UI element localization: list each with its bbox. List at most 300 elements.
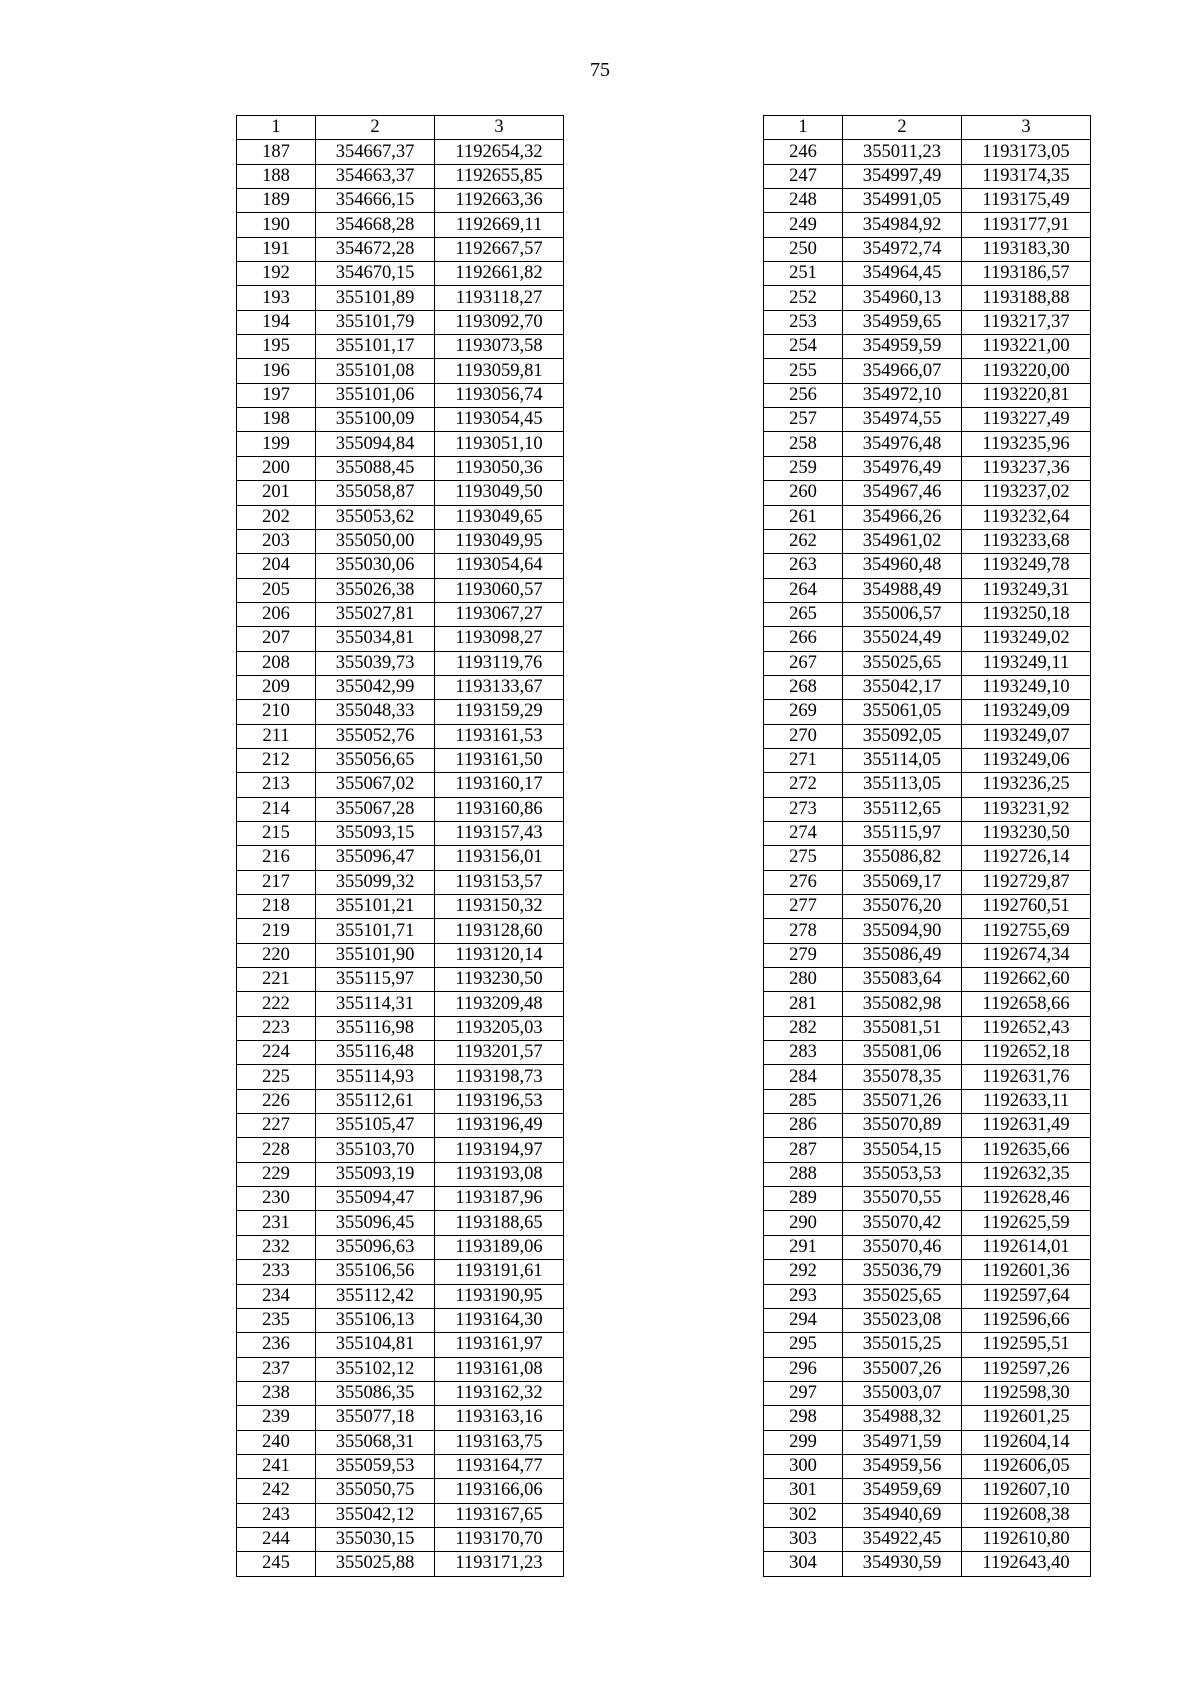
y-coordinate-cell: 1193163,16 — [435, 1406, 564, 1430]
y-coordinate-cell: 1193188,88 — [962, 286, 1091, 310]
y-coordinate-cell: 1193133,67 — [435, 675, 564, 699]
table-row — [237, 992, 564, 1016]
table-row — [764, 481, 1091, 505]
y-coordinate-cell: 1193194,97 — [435, 1138, 564, 1162]
table-row — [764, 1430, 1091, 1454]
point-number-cell: 194 — [237, 310, 316, 334]
table-row — [237, 237, 564, 261]
point-number-cell: 264 — [764, 578, 843, 602]
x-coordinate-cell: 355025,88 — [316, 1552, 435, 1576]
x-coordinate-cell: 355054,15 — [843, 1138, 962, 1162]
table-row — [764, 1089, 1091, 1113]
y-coordinate-cell: 1193173,05 — [962, 140, 1091, 164]
y-coordinate-cell: 1192667,57 — [435, 237, 564, 261]
y-coordinate-cell: 1192760,51 — [962, 895, 1091, 919]
point-number-cell: 299 — [764, 1430, 843, 1454]
x-coordinate-cell: 354991,05 — [843, 189, 962, 213]
table-row — [764, 310, 1091, 334]
table-row — [764, 529, 1091, 553]
point-number-cell: 289 — [764, 1187, 843, 1211]
y-coordinate-cell: 1193170,70 — [435, 1527, 564, 1551]
x-coordinate-cell: 355103,70 — [316, 1138, 435, 1162]
table-row — [237, 1016, 564, 1040]
point-number-cell: 253 — [764, 310, 843, 334]
table-row — [764, 1114, 1091, 1138]
x-coordinate-cell: 354988,32 — [843, 1406, 962, 1430]
y-coordinate-cell: 1193249,02 — [962, 627, 1091, 651]
point-number-cell: 298 — [764, 1406, 843, 1430]
y-coordinate-cell: 1193049,95 — [435, 529, 564, 553]
table-row — [237, 1552, 564, 1576]
table-row — [237, 773, 564, 797]
table-row — [764, 651, 1091, 675]
point-number-cell: 292 — [764, 1260, 843, 1284]
x-coordinate-cell: 354666,15 — [316, 189, 435, 213]
table-row — [764, 1041, 1091, 1065]
x-coordinate-cell: 355116,48 — [316, 1041, 435, 1065]
table-row — [237, 1211, 564, 1235]
point-number-cell: 284 — [764, 1065, 843, 1089]
x-coordinate-cell: 355003,07 — [843, 1381, 962, 1405]
point-number-cell: 297 — [764, 1381, 843, 1405]
point-number-cell: 250 — [764, 237, 843, 261]
y-coordinate-cell: 1192625,59 — [962, 1211, 1091, 1235]
point-number-cell: 294 — [764, 1308, 843, 1332]
point-number-cell: 211 — [237, 724, 316, 748]
table-row — [764, 164, 1091, 188]
point-number-cell: 221 — [237, 968, 316, 992]
table-row — [237, 651, 564, 675]
y-coordinate-cell: 1192632,35 — [962, 1162, 1091, 1186]
x-coordinate-cell: 355039,73 — [316, 651, 435, 675]
x-coordinate-cell: 355106,56 — [316, 1260, 435, 1284]
table-row — [237, 870, 564, 894]
y-coordinate-cell: 1193220,00 — [962, 359, 1091, 383]
y-coordinate-cell: 1193209,48 — [435, 992, 564, 1016]
y-coordinate-cell: 1193160,17 — [435, 773, 564, 797]
y-coordinate-cell: 1192652,18 — [962, 1041, 1091, 1065]
x-coordinate-cell: 355050,00 — [316, 529, 435, 553]
y-coordinate-cell: 1192661,82 — [435, 262, 564, 286]
y-coordinate-cell: 1192601,25 — [962, 1406, 1091, 1430]
y-coordinate-cell: 1192631,76 — [962, 1065, 1091, 1089]
y-coordinate-cell: 1192597,64 — [962, 1284, 1091, 1308]
x-coordinate-cell: 355070,46 — [843, 1235, 962, 1259]
x-coordinate-cell: 355058,87 — [316, 481, 435, 505]
point-number-cell: 282 — [764, 1016, 843, 1040]
x-coordinate-cell: 355115,97 — [316, 968, 435, 992]
x-coordinate-cell: 355094,84 — [316, 432, 435, 456]
x-coordinate-cell: 355026,38 — [316, 578, 435, 602]
point-number-cell: 279 — [764, 943, 843, 967]
y-coordinate-cell: 1192607,10 — [962, 1479, 1091, 1503]
point-number-cell: 261 — [764, 505, 843, 529]
y-coordinate-cell: 1192604,14 — [962, 1430, 1091, 1454]
point-number-cell: 267 — [764, 651, 843, 675]
y-coordinate-cell: 1192631,49 — [962, 1114, 1091, 1138]
x-coordinate-cell: 355011,23 — [843, 140, 962, 164]
point-number-cell: 199 — [237, 432, 316, 456]
point-number-cell: 269 — [764, 700, 843, 724]
table-row — [764, 1552, 1091, 1576]
x-coordinate-cell: 354961,02 — [843, 529, 962, 553]
table-row — [237, 335, 564, 359]
point-number-cell: 209 — [237, 675, 316, 699]
x-coordinate-cell: 354997,49 — [843, 164, 962, 188]
y-coordinate-cell: 1193250,18 — [962, 602, 1091, 626]
table-row — [764, 408, 1091, 432]
x-coordinate-cell: 354667,37 — [316, 140, 435, 164]
y-coordinate-cell: 1193191,61 — [435, 1260, 564, 1284]
x-coordinate-cell: 355086,35 — [316, 1381, 435, 1405]
table-row — [237, 821, 564, 845]
point-number-cell: 288 — [764, 1162, 843, 1186]
x-coordinate-cell: 355067,02 — [316, 773, 435, 797]
y-coordinate-cell: 1193201,57 — [435, 1041, 564, 1065]
table-row — [764, 1503, 1091, 1527]
y-coordinate-cell: 1193092,70 — [435, 310, 564, 334]
x-coordinate-cell: 354966,26 — [843, 505, 962, 529]
point-number-cell: 303 — [764, 1527, 843, 1551]
x-coordinate-cell: 355027,81 — [316, 602, 435, 626]
table-row — [237, 310, 564, 334]
x-coordinate-cell: 354971,59 — [843, 1430, 962, 1454]
x-coordinate-cell: 355076,20 — [843, 895, 962, 919]
point-number-cell: 274 — [764, 821, 843, 845]
y-coordinate-cell: 1193164,30 — [435, 1308, 564, 1332]
y-coordinate-cell: 1193159,29 — [435, 700, 564, 724]
table-row — [764, 505, 1091, 529]
point-number-cell: 251 — [764, 262, 843, 286]
y-coordinate-cell: 1193056,74 — [435, 383, 564, 407]
point-number-cell: 249 — [764, 213, 843, 237]
y-coordinate-cell: 1192601,36 — [962, 1260, 1091, 1284]
x-coordinate-cell: 354668,28 — [316, 213, 435, 237]
table-row — [764, 1479, 1091, 1503]
x-coordinate-cell: 355093,15 — [316, 821, 435, 845]
y-coordinate-cell: 1193161,08 — [435, 1357, 564, 1381]
y-coordinate-cell: 1193118,27 — [435, 286, 564, 310]
table-row — [237, 1333, 564, 1357]
y-coordinate-cell: 1193073,58 — [435, 335, 564, 359]
y-coordinate-cell: 1192729,87 — [962, 870, 1091, 894]
x-coordinate-cell: 354670,15 — [316, 262, 435, 286]
table-row — [764, 262, 1091, 286]
point-number-cell: 191 — [237, 237, 316, 261]
point-number-cell: 245 — [237, 1552, 316, 1576]
table-row — [237, 895, 564, 919]
table-row — [764, 1211, 1091, 1235]
table-row — [237, 943, 564, 967]
table-row — [237, 1187, 564, 1211]
point-number-cell: 202 — [237, 505, 316, 529]
table-row — [764, 359, 1091, 383]
table-row — [237, 1235, 564, 1259]
table-row — [764, 1260, 1091, 1284]
point-number-cell: 283 — [764, 1041, 843, 1065]
x-coordinate-cell: 355101,06 — [316, 383, 435, 407]
y-coordinate-cell: 1193193,08 — [435, 1162, 564, 1186]
y-coordinate-cell: 1193205,03 — [435, 1016, 564, 1040]
point-number-cell: 192 — [237, 262, 316, 286]
point-number-cell: 304 — [764, 1552, 843, 1576]
header-cell-2: 2 — [316, 116, 435, 140]
x-coordinate-cell: 355023,08 — [843, 1308, 962, 1332]
x-coordinate-cell: 355101,21 — [316, 895, 435, 919]
y-coordinate-cell: 1193249,31 — [962, 578, 1091, 602]
point-number-cell: 273 — [764, 797, 843, 821]
y-coordinate-cell: 1192596,66 — [962, 1308, 1091, 1332]
y-coordinate-cell: 1192633,11 — [962, 1089, 1091, 1113]
x-coordinate-cell: 354672,28 — [316, 237, 435, 261]
y-coordinate-cell: 1193237,36 — [962, 456, 1091, 480]
point-number-cell: 187 — [237, 140, 316, 164]
point-number-cell: 270 — [764, 724, 843, 748]
point-number-cell: 236 — [237, 1333, 316, 1357]
x-coordinate-cell: 354959,59 — [843, 335, 962, 359]
x-coordinate-cell: 354930,59 — [843, 1552, 962, 1576]
point-number-cell: 262 — [764, 529, 843, 553]
table-row — [237, 1503, 564, 1527]
table-header-row — [237, 116, 564, 140]
point-number-cell: 215 — [237, 821, 316, 845]
x-coordinate-cell: 355070,55 — [843, 1187, 962, 1211]
y-coordinate-cell: 1192655,85 — [435, 164, 564, 188]
x-coordinate-cell: 355113,05 — [843, 773, 962, 797]
x-coordinate-cell: 355036,79 — [843, 1260, 962, 1284]
point-number-cell: 272 — [764, 773, 843, 797]
point-number-cell: 247 — [764, 164, 843, 188]
y-coordinate-cell: 1193167,65 — [435, 1503, 564, 1527]
x-coordinate-cell: 354967,46 — [843, 481, 962, 505]
y-coordinate-cell: 1193161,53 — [435, 724, 564, 748]
y-coordinate-cell: 1193217,37 — [962, 310, 1091, 334]
x-coordinate-cell: 355059,53 — [316, 1454, 435, 1478]
point-number-cell: 224 — [237, 1041, 316, 1065]
y-coordinate-cell: 1193230,50 — [962, 821, 1091, 845]
point-number-cell: 244 — [237, 1527, 316, 1551]
table-row — [764, 968, 1091, 992]
x-coordinate-cell: 354964,45 — [843, 262, 962, 286]
x-coordinate-cell: 355104,81 — [316, 1333, 435, 1357]
table-row — [764, 456, 1091, 480]
table-row — [237, 968, 564, 992]
y-coordinate-cell: 1193050,36 — [435, 456, 564, 480]
table-row — [237, 846, 564, 870]
point-number-cell: 195 — [237, 335, 316, 359]
table-row — [764, 1284, 1091, 1308]
point-number-cell: 228 — [237, 1138, 316, 1162]
y-coordinate-cell: 1193177,91 — [962, 213, 1091, 237]
table-row — [237, 432, 564, 456]
y-coordinate-cell: 1193196,49 — [435, 1114, 564, 1138]
x-coordinate-cell: 355007,26 — [843, 1357, 962, 1381]
x-coordinate-cell: 355092,05 — [843, 724, 962, 748]
table-row — [764, 554, 1091, 578]
table-row — [764, 919, 1091, 943]
x-coordinate-cell: 355094,47 — [316, 1187, 435, 1211]
x-coordinate-cell: 354960,13 — [843, 286, 962, 310]
x-coordinate-cell: 354922,45 — [843, 1527, 962, 1551]
y-coordinate-cell: 1193049,50 — [435, 481, 564, 505]
x-coordinate-cell: 355061,05 — [843, 700, 962, 724]
y-coordinate-cell: 1193183,30 — [962, 237, 1091, 261]
y-coordinate-cell: 1193249,10 — [962, 675, 1091, 699]
y-coordinate-cell: 1193160,86 — [435, 797, 564, 821]
table-row — [237, 456, 564, 480]
point-number-cell: 227 — [237, 1114, 316, 1138]
point-number-cell: 226 — [237, 1089, 316, 1113]
point-number-cell: 258 — [764, 432, 843, 456]
point-number-cell: 266 — [764, 627, 843, 651]
y-coordinate-cell: 1193188,65 — [435, 1211, 564, 1235]
table-row — [764, 432, 1091, 456]
x-coordinate-cell: 355068,31 — [316, 1430, 435, 1454]
y-coordinate-cell: 1193054,64 — [435, 554, 564, 578]
table-row — [237, 529, 564, 553]
point-number-cell: 280 — [764, 968, 843, 992]
point-number-cell: 204 — [237, 554, 316, 578]
y-coordinate-cell: 1193162,32 — [435, 1381, 564, 1405]
y-coordinate-cell: 1193098,27 — [435, 627, 564, 651]
table-row — [764, 602, 1091, 626]
table-row — [764, 627, 1091, 651]
x-coordinate-cell: 355101,90 — [316, 943, 435, 967]
x-coordinate-cell: 355100,09 — [316, 408, 435, 432]
x-coordinate-cell: 355050,75 — [316, 1479, 435, 1503]
point-number-cell: 218 — [237, 895, 316, 919]
y-coordinate-cell: 1193237,02 — [962, 481, 1091, 505]
point-number-cell: 295 — [764, 1333, 843, 1357]
point-number-cell: 206 — [237, 602, 316, 626]
x-coordinate-cell: 354974,55 — [843, 408, 962, 432]
table-row — [764, 213, 1091, 237]
table-row — [237, 213, 564, 237]
x-coordinate-cell: 355082,98 — [843, 992, 962, 1016]
table-row — [237, 286, 564, 310]
y-coordinate-cell: 1193067,27 — [435, 602, 564, 626]
point-number-cell: 246 — [764, 140, 843, 164]
x-coordinate-cell: 355086,49 — [843, 943, 962, 967]
table-row — [764, 895, 1091, 919]
x-coordinate-cell: 355015,25 — [843, 1333, 962, 1357]
table-row — [764, 140, 1091, 164]
point-number-cell: 291 — [764, 1235, 843, 1259]
y-coordinate-cell: 1193196,53 — [435, 1089, 564, 1113]
point-number-cell: 301 — [764, 1479, 843, 1503]
y-coordinate-cell: 1193236,25 — [962, 773, 1091, 797]
point-number-cell: 268 — [764, 675, 843, 699]
table-row — [764, 748, 1091, 772]
point-number-cell: 229 — [237, 1162, 316, 1186]
table-row — [237, 1430, 564, 1454]
header-cell-1: 1 — [237, 116, 316, 140]
point-number-cell: 205 — [237, 578, 316, 602]
table-row — [764, 1235, 1091, 1259]
y-coordinate-cell: 1193059,81 — [435, 359, 564, 383]
point-number-cell: 259 — [764, 456, 843, 480]
x-coordinate-cell: 355112,61 — [316, 1089, 435, 1113]
point-number-cell: 240 — [237, 1430, 316, 1454]
y-coordinate-cell: 1193233,68 — [962, 529, 1091, 553]
y-coordinate-cell: 1193150,32 — [435, 895, 564, 919]
point-number-cell: 197 — [237, 383, 316, 407]
y-coordinate-cell: 1192726,14 — [962, 846, 1091, 870]
table-header-row — [764, 116, 1091, 140]
table-row — [764, 383, 1091, 407]
point-number-cell: 287 — [764, 1138, 843, 1162]
x-coordinate-cell: 355034,81 — [316, 627, 435, 651]
table-row — [764, 943, 1091, 967]
x-coordinate-cell: 355083,64 — [843, 968, 962, 992]
point-number-cell: 277 — [764, 895, 843, 919]
y-coordinate-cell: 1193232,64 — [962, 505, 1091, 529]
point-number-cell: 216 — [237, 846, 316, 870]
table-row — [764, 1527, 1091, 1551]
y-coordinate-cell: 1193161,97 — [435, 1333, 564, 1357]
table-row — [237, 140, 564, 164]
point-number-cell: 200 — [237, 456, 316, 480]
x-coordinate-cell: 354988,49 — [843, 578, 962, 602]
table-row — [764, 773, 1091, 797]
table-row — [764, 1357, 1091, 1381]
y-coordinate-cell: 1193163,75 — [435, 1430, 564, 1454]
x-coordinate-cell: 354966,07 — [843, 359, 962, 383]
point-number-cell: 193 — [237, 286, 316, 310]
x-coordinate-cell: 355070,42 — [843, 1211, 962, 1235]
x-coordinate-cell: 355112,42 — [316, 1284, 435, 1308]
point-number-cell: 217 — [237, 870, 316, 894]
y-coordinate-cell: 1192658,66 — [962, 992, 1091, 1016]
y-coordinate-cell: 1193249,07 — [962, 724, 1091, 748]
table-row — [237, 675, 564, 699]
point-number-cell: 208 — [237, 651, 316, 675]
y-coordinate-cell: 1193164,77 — [435, 1454, 564, 1478]
point-number-cell: 212 — [237, 748, 316, 772]
point-number-cell: 271 — [764, 748, 843, 772]
y-coordinate-cell: 1193198,73 — [435, 1065, 564, 1089]
x-coordinate-cell: 355081,51 — [843, 1016, 962, 1040]
point-number-cell: 210 — [237, 700, 316, 724]
x-coordinate-cell: 354960,48 — [843, 554, 962, 578]
point-number-cell: 302 — [764, 1503, 843, 1527]
page-number: 75 — [590, 59, 610, 81]
x-coordinate-cell: 355116,98 — [316, 1016, 435, 1040]
x-coordinate-cell: 355114,93 — [316, 1065, 435, 1089]
x-coordinate-cell: 355024,49 — [843, 627, 962, 651]
y-coordinate-cell: 1192598,30 — [962, 1381, 1091, 1405]
y-coordinate-cell: 1193166,06 — [435, 1479, 564, 1503]
x-coordinate-cell: 355053,53 — [843, 1162, 962, 1186]
x-coordinate-cell: 355030,06 — [316, 554, 435, 578]
y-coordinate-cell: 1193161,50 — [435, 748, 564, 772]
table-row — [237, 1260, 564, 1284]
y-coordinate-cell: 1193227,49 — [962, 408, 1091, 432]
point-number-cell: 260 — [764, 481, 843, 505]
point-number-cell: 233 — [237, 1260, 316, 1284]
table-row — [237, 627, 564, 651]
y-coordinate-cell: 1192608,38 — [962, 1503, 1091, 1527]
x-coordinate-cell: 354959,69 — [843, 1479, 962, 1503]
point-number-cell: 285 — [764, 1089, 843, 1113]
table-row — [764, 189, 1091, 213]
point-number-cell: 300 — [764, 1454, 843, 1478]
y-coordinate-cell: 1193157,43 — [435, 821, 564, 845]
y-coordinate-cell: 1193235,96 — [962, 432, 1091, 456]
point-number-cell: 243 — [237, 1503, 316, 1527]
table-row — [237, 481, 564, 505]
point-number-cell: 207 — [237, 627, 316, 651]
